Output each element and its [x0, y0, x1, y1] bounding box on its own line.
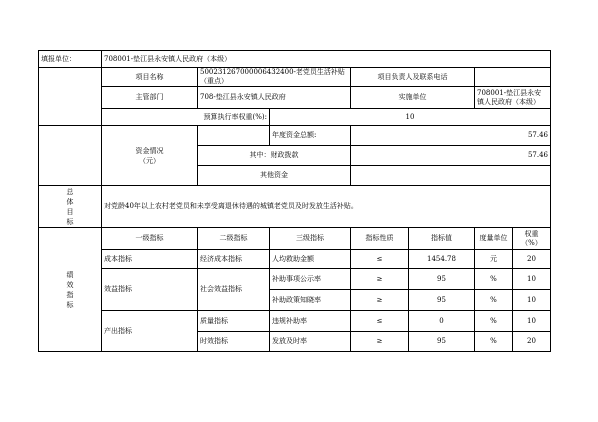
row-weight: 10	[513, 290, 551, 311]
col-header-weight-text: 权重（%）	[521, 229, 542, 247]
funds-other-value	[351, 166, 551, 186]
row-l3: 发放及时率	[270, 332, 351, 352]
blank-cell	[39, 126, 102, 186]
row-l2: 社会效益指标	[198, 269, 270, 311]
goal-label-text: 总体目标	[66, 187, 74, 226]
row-nature: ≥	[351, 332, 409, 352]
unit-label: 填报单位：	[39, 51, 102, 68]
row-l2: 经济成本指标	[198, 250, 270, 269]
row-unit: %	[475, 290, 513, 311]
row-l3: 违规补助率	[270, 311, 351, 332]
contact-label: 项目负责人及联系电话	[351, 68, 475, 87]
row-value: 0	[409, 311, 475, 332]
col-header-l3: 三级指标	[270, 228, 351, 250]
performance-target-form	[38, 50, 551, 352]
col-header-value: 指标值	[409, 228, 475, 250]
contact-value	[475, 68, 551, 87]
funds-total-label: 年度资金总额:	[270, 126, 351, 146]
table-row	[39, 250, 551, 269]
blank-cell	[198, 126, 270, 146]
blank-cell	[39, 68, 102, 87]
row-unit: %	[475, 332, 513, 352]
dept-label: 主管部门	[102, 87, 198, 109]
col-header-unit: 度量单位	[475, 228, 513, 250]
row-value: 1454.78	[409, 250, 475, 269]
weight-label: 预算执行率权重(%):	[102, 109, 270, 126]
funds-other-label: 其他资金	[198, 166, 351, 186]
row-l3: 人均救助金额	[270, 250, 351, 269]
form-table	[38, 50, 551, 352]
row-nature: ≥	[351, 290, 409, 311]
blank-cell	[39, 87, 102, 109]
funds-fiscal-value: 57.46	[351, 146, 551, 166]
col-header-l2: 二级指标	[198, 228, 270, 250]
table-row	[39, 269, 551, 290]
row-nature: ≥	[351, 269, 409, 290]
indicator-label-text: 绩效指标	[66, 270, 74, 309]
table-row	[39, 311, 551, 332]
blank-cell	[39, 109, 102, 126]
impl-label: 实施单位	[351, 87, 475, 109]
row-nature: ≤	[351, 250, 409, 269]
row-l1: 成本指标	[102, 250, 198, 269]
indicator-header-row	[39, 228, 551, 250]
row-l2: 时效指标	[198, 332, 270, 352]
row-weight: 10	[513, 269, 551, 290]
row-unit: 元	[475, 250, 513, 269]
col-header-l1: 一级指标	[102, 228, 198, 250]
dept-value: 708-垫江县永安镇人民政府	[198, 87, 351, 109]
row-value: 95	[409, 269, 475, 290]
row-unit: %	[475, 311, 513, 332]
unit-value: 708001-垫江县永安镇人民政府（本级）	[102, 51, 551, 68]
row-l3: 补助事项公示率	[270, 269, 351, 290]
project-name-label: 项目名称	[102, 68, 198, 87]
row-l1: 产出指标	[102, 311, 198, 352]
row-l3: 补助政策知晓率	[270, 290, 351, 311]
impl-value: 708001-垫江县永安镇人民政府（本级）	[475, 87, 551, 109]
row-weight: 20	[513, 250, 551, 269]
row-unit: %	[475, 269, 513, 290]
row-l1: 效益指标	[102, 269, 198, 311]
col-header-nature: 指标性质	[351, 228, 409, 250]
col-header-weight	[513, 228, 551, 250]
weight-value: 10	[270, 109, 551, 126]
funds-total-value: 57.46	[351, 126, 551, 146]
row-nature: ≤	[351, 311, 409, 332]
row-value: 95	[409, 332, 475, 352]
goal-text: 对党龄40年以上农村老党员和未享受离退休待遇的城镇老党员及时发放生活补贴。	[102, 186, 551, 228]
goal-label	[39, 186, 102, 228]
row-weight: 10	[513, 311, 551, 332]
project-name-value: 500231267000006432400-老党员生活补贴（重点）	[198, 68, 351, 87]
funds-label	[102, 126, 198, 186]
row-weight: 20	[513, 332, 551, 352]
indicator-label	[39, 228, 102, 352]
row-value: 95	[409, 290, 475, 311]
row-l2: 质量指标	[198, 311, 270, 332]
funds-label-text: 资金情况（元）	[135, 146, 164, 165]
funds-fiscal-label: 其中：财政拨款	[198, 146, 351, 166]
